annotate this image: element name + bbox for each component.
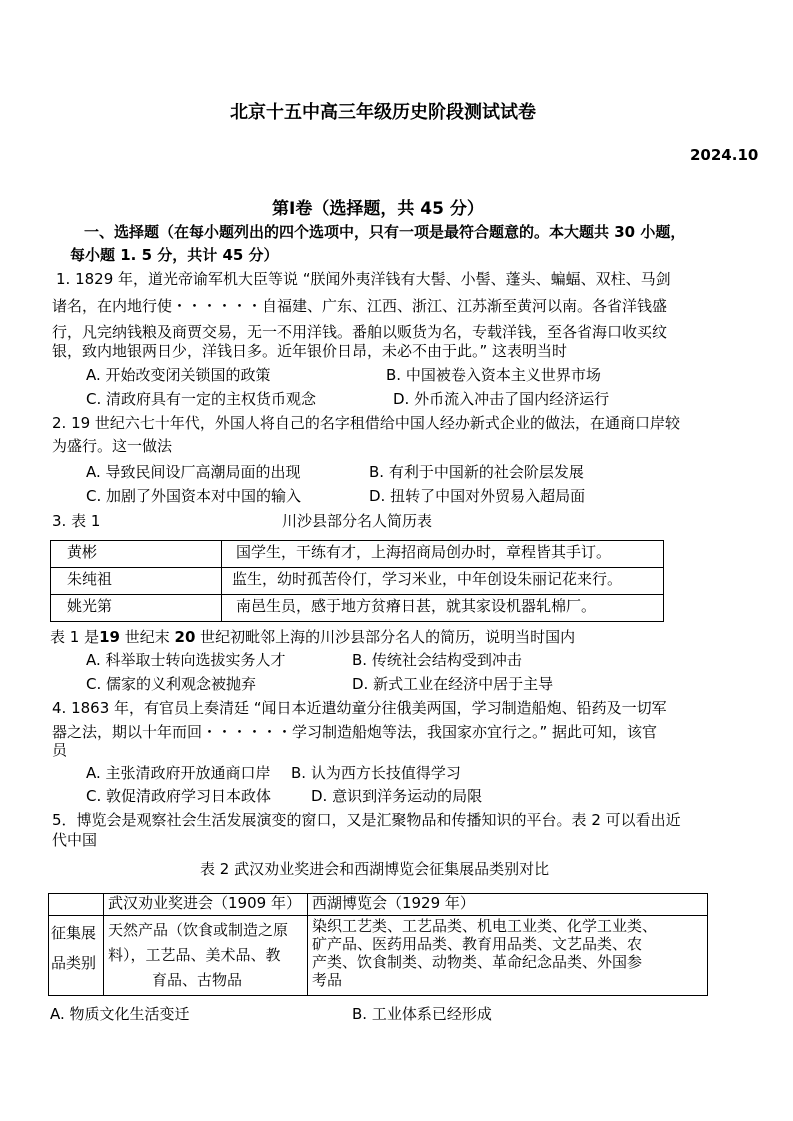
q5-table — [48, 893, 708, 996]
table-row — [49, 894, 708, 916]
q1-option-c[interactable]: C. 清政府具有一定的主权货币观念 — [86, 390, 317, 408]
q1-line: 行，凡完纳钱粮及商贾交易，无一不用洋钱。番舶以贩货为名，专载洋钱，至各省海口收买纹 — [52, 323, 668, 341]
q5-row-label — [49, 916, 104, 996]
q4-option-a[interactable]: A. 主张清政府开放通商口岸 — [86, 764, 271, 782]
q4-option-c[interactable]: C. 敦促清政府学习日本政体 — [86, 787, 272, 805]
q4-option-d[interactable]: D. 意识到洋务运动的局限 — [311, 787, 483, 805]
q4-line: 员 — [52, 741, 68, 759]
q5-cell-line: 矿产品、医药用品类、教育用品类、文艺品类、农 — [311, 935, 642, 953]
table-row — [51, 541, 664, 568]
q5-table-title: 表 2 武汉劝业奖进会和西湖博览会征集展品类别对比 — [200, 860, 550, 878]
q5-row-label-line: 品类别 — [51, 954, 97, 972]
q2-option-b[interactable]: B. 有利于中国新的社会阶层发展 — [369, 463, 584, 481]
q3-option-a[interactable]: A. 科举取士转向选拔实务人才 — [86, 651, 286, 669]
q2-option-a[interactable]: A. 导致民间设厂高潮局面的出现 — [86, 463, 301, 481]
q4-line: 4. 1863 年，有官员上奏清廷 “闻日本近遣幼童分往俄美两国，学习制造船炮、铅药及一切军 — [52, 699, 667, 717]
q3-bio-cell: 国学生，干练有才，上海招商局创办时，章程皆其手订。 — [222, 541, 664, 568]
q5-option-b[interactable]: B. 工业体系已经形成 — [352, 1005, 492, 1023]
q2-line: 为盛行。这一做法 — [52, 437, 173, 455]
q1-option-d[interactable]: D. 外币流入冲击了国内经济运行 — [393, 390, 610, 408]
section-instructions-line1: 一、选择题（在每小题列出的四个选项中，只有一项是最符合题意的。本大题共 30 小题， — [84, 223, 686, 241]
exam-title: 北京十五中高三年级历史阶段测试试卷 — [230, 102, 536, 123]
q5-option-a[interactable]: A. 物质文化生活变迁 — [50, 1005, 190, 1023]
q5-cell-line: 料），工艺品、美术品、教 — [108, 946, 281, 964]
q5-col-header-wuhan: 武汉劝业奖进会（1909 年） — [104, 894, 308, 916]
q3-stem-number: 19 — [99, 628, 120, 646]
q3-stem-number: 20 — [174, 628, 196, 646]
q5-line: 5．博览会是观察社会生活发展演变的窗口，又是汇聚物品和传播知识的平台。表 2 可以看出近 — [52, 811, 681, 829]
q3-name-cell: 黄彬 — [51, 541, 222, 568]
q5-corner-cell — [49, 894, 104, 916]
q5-cell-line: 染织工艺类、工艺品类、机电工业类、化学工业类、 — [311, 917, 657, 935]
exam-date: 2024.10 — [690, 146, 759, 164]
q4-option-b[interactable]: B. 认为西方长技值得学习 — [291, 764, 461, 782]
q5-cell-line: 产类、饮食制类、动物类、革命纪念品类、外国参 — [311, 953, 642, 971]
q1-option-b[interactable]: B. 中国被卷入资本主义世界市场 — [386, 366, 601, 384]
section-instructions-line2: 每小题 1. 5 分，共计 45 分） — [70, 246, 279, 264]
q3-option-b[interactable]: B. 传统社会结构受到冲击 — [352, 651, 522, 669]
q3-bio-cell: 监生，幼时孤苦伶仃，学习米业，中年创设朱丽记花来行。 — [222, 568, 664, 595]
table-row — [51, 568, 664, 595]
table-row — [49, 916, 708, 996]
q3-bio-cell: 南邑生员，感于地方贫瘠日甚，就其家设机器轧棉厂。 — [222, 595, 664, 622]
q1-line: 1. 1829 年，道光帝谕军机大臣等说 “朕闻外夷洋钱有大髻、小髻、蓬头、蝙蝠、双柱、马剑 — [56, 270, 671, 288]
q1-line: 诸名，在内地行使・・・・・・自福建、广东、江西、浙江、江苏渐至黄河以南。各省洋钱盛 — [52, 297, 668, 315]
q1-option-a[interactable]: A. 开始改变闭关锁国的政策 — [86, 366, 271, 384]
q3-label: 3. 表 1 — [52, 512, 101, 530]
q3-stem-part: 世纪末 — [119, 628, 175, 646]
q2-option-d[interactable]: D. 扭转了中国对外贸易入超局面 — [369, 487, 586, 505]
q3-table — [50, 540, 664, 622]
q3-option-d[interactable]: D. 新式工业在经济中居于主导 — [352, 675, 554, 693]
q5-col-header-xihu: 西湖博览会（1929 年） — [307, 894, 707, 916]
q3-table-title: 川沙县部分名人简历表 — [282, 512, 433, 530]
q1-line: 银，致内地银两日少，洋钱日多。近年银价日昂，未必不由于此。” 这表明当时 — [52, 342, 568, 360]
q4-line: 器之法，期以十年而回・・・・・・学习制造船炮等法，我国家亦宜行之。” 据此可知，该官 — [52, 723, 658, 741]
part-heading: 第Ⅰ卷（选择题，共 45 分） — [272, 199, 484, 219]
q2-option-c[interactable]: C. 加剧了外国资本对中国的输入 — [86, 487, 302, 505]
q5-line: 代中国 — [52, 831, 98, 849]
q3-name-cell: 姚光第 — [51, 595, 222, 622]
q5-row-label-line: 征集展 — [51, 924, 97, 942]
q3-option-c[interactable]: C. 儒家的义利观念被抛弃 — [86, 675, 257, 693]
q5-cell-line: 考品 — [311, 971, 342, 989]
table-row — [51, 595, 664, 622]
q3-stem-part: 表 1 是 — [50, 628, 100, 646]
q3-name-cell: 朱纯祖 — [51, 568, 222, 595]
q5-xihu-cell — [307, 916, 707, 996]
q3-stem-part: 世纪初毗邻上海的川沙县部分名人的简历，说明当时国内 — [195, 628, 576, 646]
q2-line: 2. 19 世纪六七十年代，外国人将自己的名字租借给中国人经办新式企业的做法，在通商口岸较 — [52, 414, 680, 432]
q5-cell-line: 育品、古物品 — [152, 971, 243, 989]
q5-cell-line: 天然产品（饮食或制造之原 — [108, 921, 289, 939]
q3-stem — [50, 627, 575, 648]
q5-wuhan-cell — [104, 916, 308, 996]
